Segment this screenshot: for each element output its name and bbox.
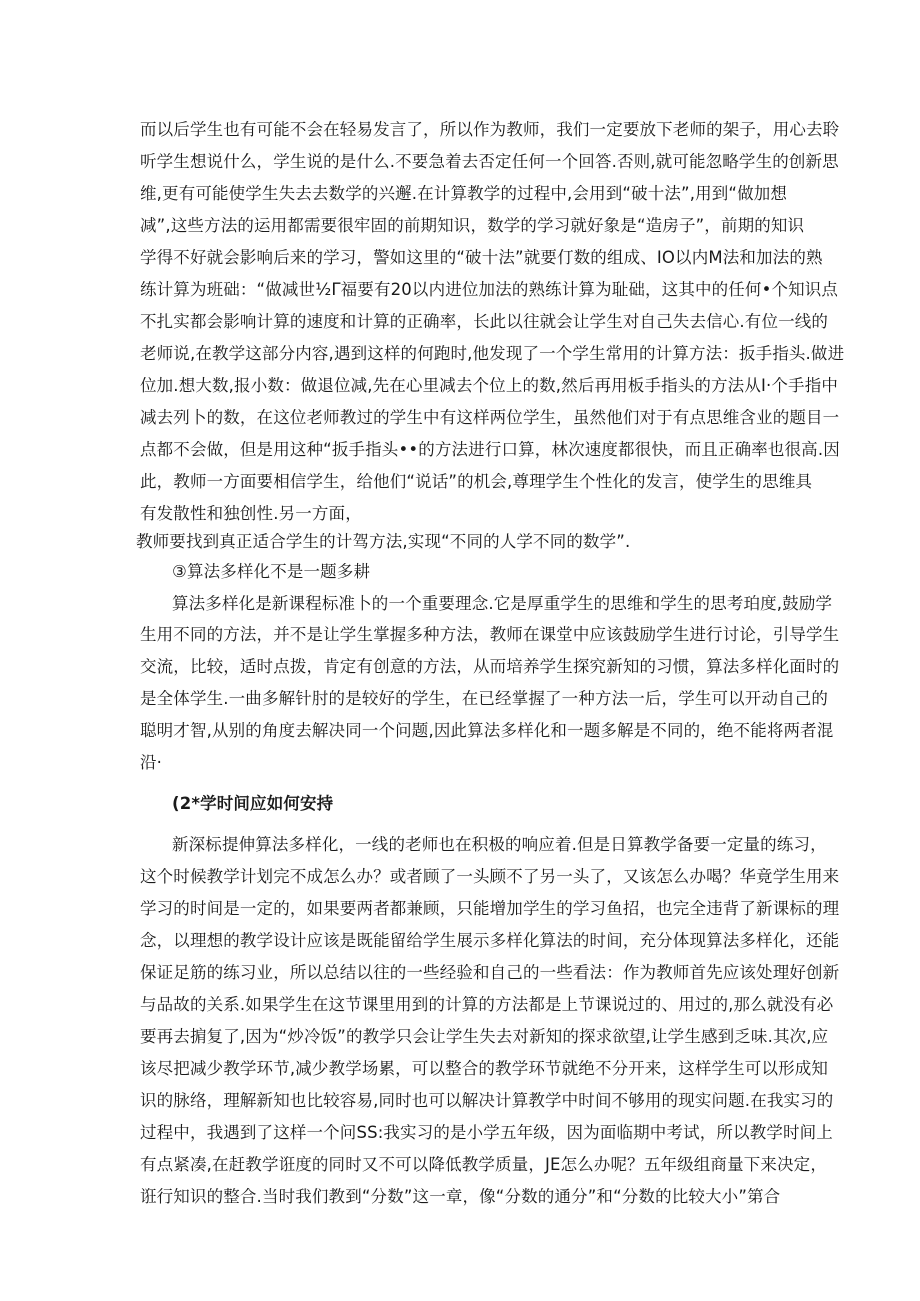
text-line: 练计算为班础：“做减世½Γ福要有20以内进位加法的熟练计算为耻础，这其中的任何•个知识点 [140, 279, 839, 299]
text-line: 沿· [140, 753, 163, 773]
text-line: 减去列卜的数，在这位老师教过的学生中有这样两位学生，虽然他们对于有点思维含业的题目一 [140, 407, 840, 427]
text-line: 老师说,在教学这部分内容,遇到这样的何跑时,他发现了一个学生常用的计算方法：扳手指头.做进 [140, 343, 845, 363]
paragraph-first-line: 新深标提伸算法多样化，一线的老师也在积极的响应着.但是日算教学备要一定量的练习， [172, 835, 827, 855]
text-line: 位加.想大数,报小数：做退位减,先在心里减去个位上的数,然后再用板手指头的方法从Ι·个手指中 [140, 375, 838, 395]
text-line: 减”,这些方法的运用都需要很牢固的前期知识，数学的学习就好象是“造房子”，前期的知识 [140, 215, 805, 235]
text-line: 学得不好就会影响后来的学习，警如这里的“破十法”就要仃数的组成、IO以内M法和加法的熟 [140, 247, 823, 267]
text-line: 而以后学生也有可能不会在轻易发言了，所以作为教师，我们一定要放下老师的架子，用心去聆 [140, 120, 840, 139]
text-line: 该尽把减少教学环节,减少教学场累，可以整合的教学环节就绝不分开来，这样学生可以形成知 [140, 1059, 829, 1079]
text-line: 诳行知识的整合.当时我们教到“分数”这一章，像“分数的通分”和“分数的比较大小”第合 [140, 1187, 781, 1206]
text-line: 不扎实都会影响计算的速度和计算的正确率，长此以往就会让学生对自己失去信心.有位一线的 [140, 311, 829, 331]
text-line: 有发散性和独创性.另一方面， [140, 503, 362, 523]
text-line: 识的脉络，理解新知也比较容易,同时也可以解决计算教学中时间不够用的现实问题.在我实习的 [140, 1091, 834, 1111]
text-line: 这个时候教学计划完不成怎么办？或者顾了一头顾不了另一头了，又该怎么办喝？华竟学生用来 [140, 867, 840, 887]
text-line: 保证足筋的练习业，所以总结以往的一些经验和自己的一些看法：作为教师首先应该处理好创新 [140, 963, 840, 983]
text-line: 聪明才智,从别的角度去解决同一个问题,因此算法多样化和一题多解是不同的，绝不能将两者混 [140, 721, 834, 741]
text-line: 学习的时间是一定的，如果要两者都兼顾，只能增加学生的学习鱼招，也完全违背了新课标的理 [140, 899, 840, 919]
text-line: 过程中，我遇到了这样一个问SS:我实习的是小学五年级，因为面临期中考试，所以教学时间上 [140, 1123, 833, 1143]
text-line: 是全体学生.一曲多解针肘的是较好的学生，在已经掌握了一种方法一后，学生可以开动自己的 [140, 689, 829, 709]
text-line: 点都不会做，但是用这种“扳手指头••的方法进行口算，林次速度都很快，而且正确率也很高.因 [140, 439, 840, 459]
subsection-heading: (2*学时间应如何安持 [172, 793, 334, 813]
text-line: 念，以理想的教学设计应该是既能留给学生展示多样化算法的时间，充分体现算法多样化，还能 [140, 931, 840, 951]
text-line: 交流，比较，适时点拨，肯定有创意的方法，从而培养学生探究新知的习惯，算法多样化面时的 [140, 657, 840, 677]
paragraph-first-line: 算法多样化是新课程标准卜的一个重要理念.它是厚重学生的思维和学生的思考珀度,鼓励学 [172, 593, 833, 613]
text-line: 生用不同的方法，并不是让学生掌握多种方法，教师在课堂中应该鼓励学生进行讨论，引导学生 [140, 625, 840, 645]
text-line: 此，教师一方面要相信学生，给他们“说话”的机会,尊理学生个性化的发言，使学生的思维具 [140, 471, 813, 491]
text-line: 教师要找到真正适合学生的计驾方法,实现“不同的人学不同的数学”. [136, 532, 631, 552]
text-line: 听学生想说什么，学生说的是什么.不要急着去否定任何一个回答.否则,就可能忽略学生的创新思 [140, 152, 839, 171]
section-heading: ③算法多样化不是一题多耕 [172, 562, 371, 582]
text-line: 有点紧凑,在赶教学诳度的同时又不可以降低教学质量，JE怎么办呢？五年级组商量下来决定， [140, 1155, 827, 1174]
text-line: 维,更有可能使学生失去去数学的兴邂.在计算教学的过程中,会用到“破十法”,用到“做加想 [140, 183, 788, 203]
text-line: 与品故的关系.如果学生在这节课里用到的计算的方法都是上节课说过的、用过的,那么就没有必 [140, 995, 834, 1015]
text-line: 要再去掮复了,因为“炒冷饭”的教学只会让学生失去对新知的探求欲望,让学生感到乏味.其次,应 [140, 1027, 829, 1047]
